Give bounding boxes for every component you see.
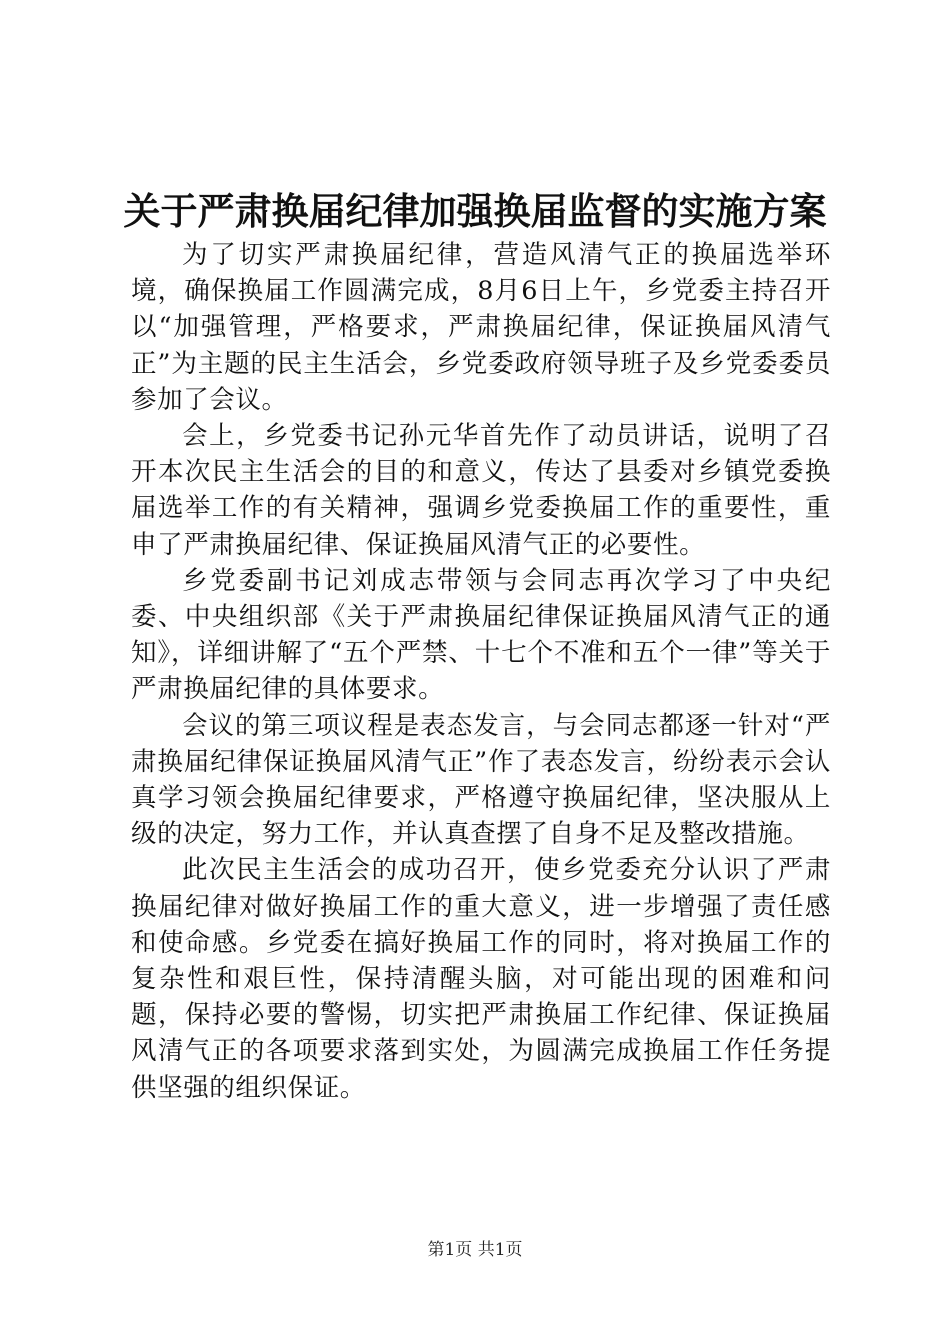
page-footer: 第1页 共1页 — [427, 1240, 523, 1260]
document-title: 关于严肃换届纪律加强换届监督的实施方案 — [123, 189, 827, 233]
body-paragraph: 为了切实严肃换届纪律，营造风清气正的换届选举环境，确保换届工作圆满完成，8月6日上午，乡党委主持召开以“加强管理，严格要求，严肃换届纪律，保证换届风清气正”为主题的民主生活会，乡党委政府领导班子及乡党委委员参加了会议。 — [131, 240, 831, 415]
body-paragraph: 会议的第三项议程是表态发言，与会同志都逐一针对“严肃换届纪律保证换届风清气正”作了表态发言，纷纷表示会认真学习领会换届纪律要求，严格遵守换届纪律，坚决服从上级的决定，努力工作，并认真查摆了自身不足及整改措施。 — [131, 710, 831, 850]
document-body — [131, 237, 831, 1106]
body-paragraph: 此次民主生活会的成功召开，使乡党委充分认识了严肃换届纪律对做好换届工作的重大意义，进一步增强了责任感和使命感。乡党委在搞好换届工作的同时，将对换届工作的复杂性和艰巨性，保持清醒头脑，对可能出现的困难和问题，保持必要的警惕，切实把严肃换届工作纪律、保证换届风清气正的各项要求落到实处，为圆满完成换届工作任务提供坚强的组织保证。 — [131, 855, 831, 1103]
body-paragraph: 乡党委副书记刘成志带领与会同志再次学习了中央纪委、中央组织部《关于严肃换届纪律保证换届风清气正的通知》，详细讲解了“五个严禁、十七个不准和五个一律”等关于严肃换届纪律的具体要求。 — [131, 565, 831, 705]
body-paragraph: 会上，乡党委书记孙元华首先作了动员讲话，说明了召开本次民主生活会的目的和意义，传达了县委对乡镇党委换届选举工作的有关精神，强调乡党委换届工作的重要性，重申了严肃换届纪律、保证换届风清气正的必要性。 — [131, 421, 831, 560]
